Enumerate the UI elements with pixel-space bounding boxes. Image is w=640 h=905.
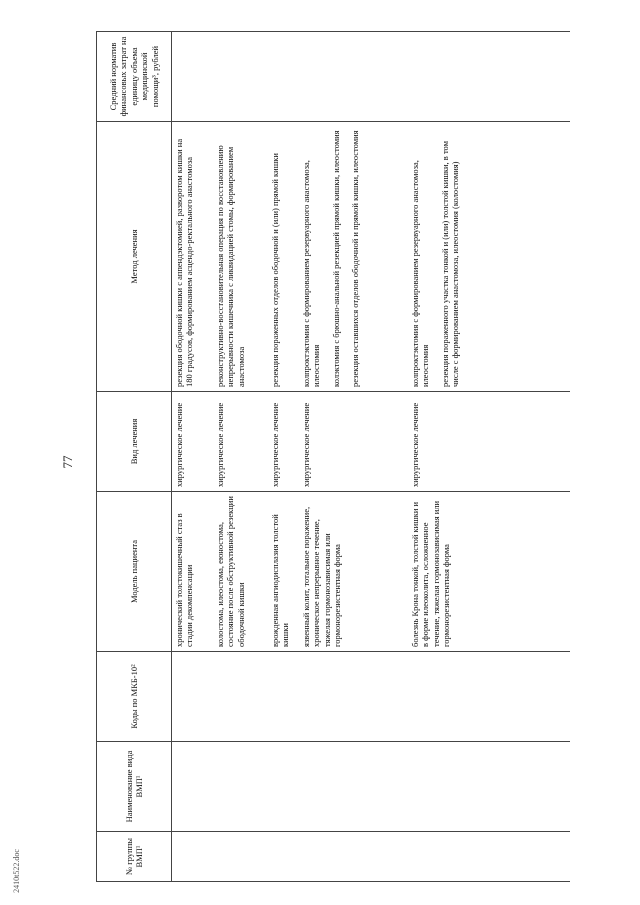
vmp-table <box>96 31 570 882</box>
rotated-table-container <box>96 32 566 882</box>
icd-codes-cell <box>172 652 571 742</box>
table-header-row <box>97 32 172 882</box>
treatment-method-3: резекция пораженных отделов ободочной и (или) прямой кишки <box>270 153 280 387</box>
treatment-method-4a: колпроктэктомия с формированием резервуарного анастомоза, илеостомия <box>301 160 322 387</box>
treatment-method-5a: колпроктэктомия с формированием резервуарного анастомоза, илеостомия <box>410 160 431 387</box>
patient-model-2: колостома, илеостома, еюностома, состояние после обструктивной резекции ободочной кишки <box>215 496 246 647</box>
table-body-row <box>172 32 571 882</box>
header-icd-codes: Коды по МКБ-10² <box>97 652 172 742</box>
treatment-type-5: хирургическое лечение <box>410 402 420 487</box>
treatment-type-4: хирургическое лечение <box>301 402 311 487</box>
treatment-method-2: реконструктивно-восстановительная операция по восстановлению непрерывности кишечника с ликвидацией стомы, формированием анастомоза <box>215 145 246 387</box>
treatment-type-cell <box>172 392 571 492</box>
treatment-method-cell <box>172 122 571 392</box>
page-number: 77 <box>60 455 75 469</box>
header-treatment-method: Метод лечения <box>97 122 172 392</box>
patient-model-cell <box>172 492 571 652</box>
treatment-type-2: хирургическое лечение <box>215 402 225 487</box>
patient-model-1: хронический толстокишечный стаз в стадии декомпенсации <box>174 513 195 647</box>
header-treatment-type: Вид лечения <box>97 392 172 492</box>
header-patient-model: Модель пациента <box>97 492 172 652</box>
cost-norm-cell <box>172 32 571 122</box>
patient-model-5: болезнь Крона тонкой, толстой кишки и в форме илеоколита, осложненное течение, тяжелая гормонозависимая или гормонорезистентная форма <box>410 500 452 647</box>
header-cost-norm: Средний норматив финансовых затрат на единицу объема медицинской помощи³, рублей <box>97 32 172 122</box>
patient-model-4: язвенный колит, тотальное поражение, хроническое непрерывное течение, тяжелая гормонозависимая или гормонорезистентная форма <box>301 506 343 647</box>
treatment-method-5-group <box>410 126 460 387</box>
treatment-type-3: хирургическое лечение <box>270 402 280 487</box>
header-group-number: № группы ВМП¹ <box>97 832 172 882</box>
header-vmp-name: Наименование вида ВМП¹ <box>97 742 172 832</box>
group-number-cell <box>172 832 571 882</box>
treatment-method-4c: резекция оставшихся отделов ободочной и прямой кишки, илеостомия <box>350 130 361 387</box>
patient-model-3: врожденная ангиодисплазия толстой кишки <box>270 514 291 647</box>
treatment-type-1: хирургическое лечение <box>174 402 184 487</box>
treatment-method-5b: резекция пораженного участка тонкой и (или) толстой кишки, в том числе с формированием анастомоза, илеостомия (колостомия) <box>439 140 461 387</box>
treatment-method-1: резекция ободочной кишки с аппендэктомией, разворотом кишки на 180 градусов, формированием асцендо-ректального анастомоза <box>174 138 195 387</box>
treatment-method-4-group <box>301 126 401 387</box>
vmp-name-cell <box>172 742 571 832</box>
treatment-method-4b: колэктомия с брюшно-анальной резекцией прямой кишки, илеостомия <box>330 130 341 387</box>
footer-filename: 2410t522.doc <box>12 849 21 893</box>
